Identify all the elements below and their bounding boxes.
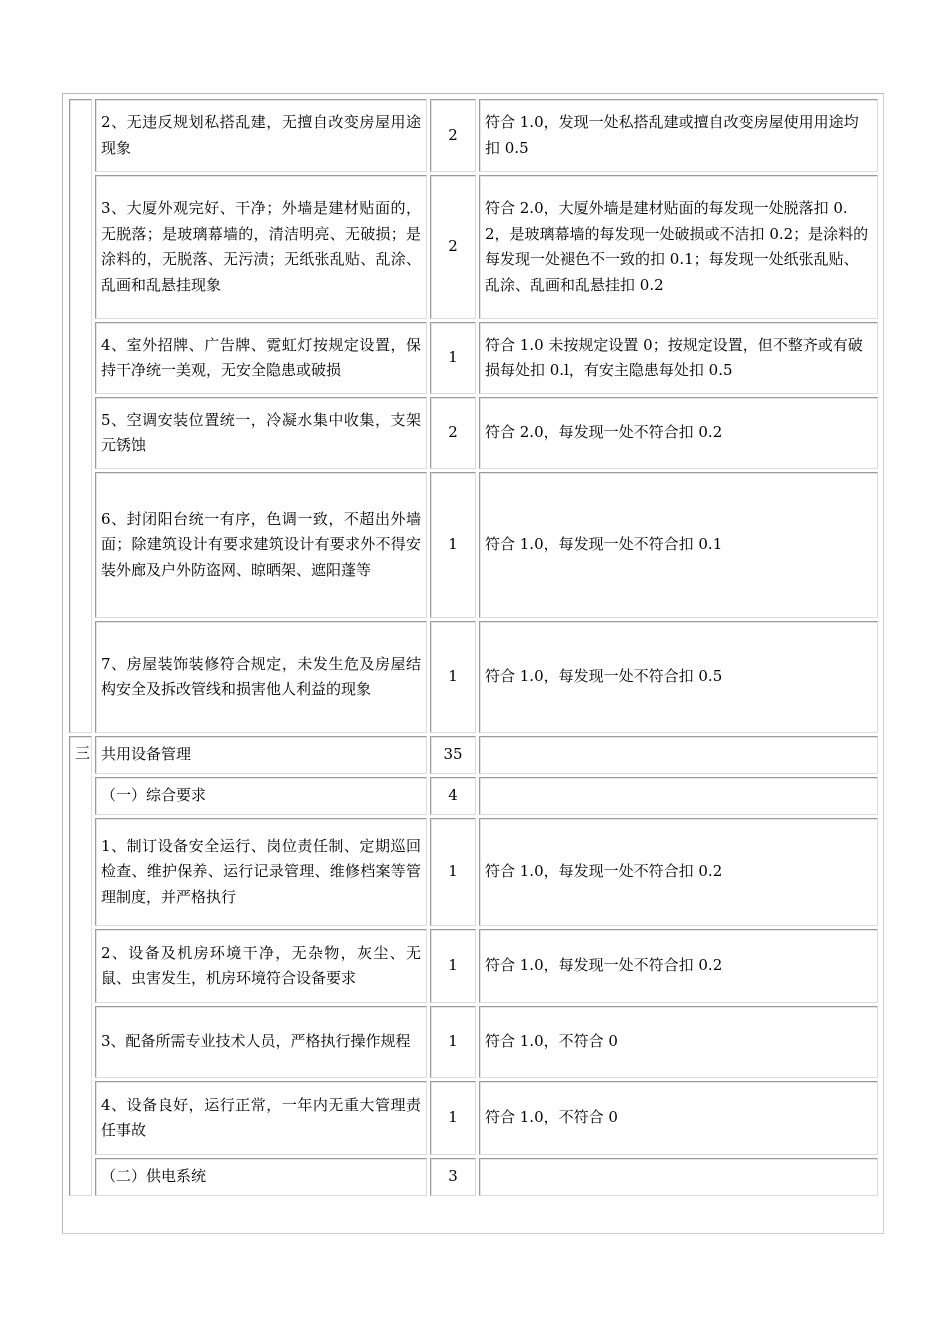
score-cell: 1 — [430, 818, 476, 926]
item-cell: 5、空调安装位置统一，冷凝水集中收集，支架元锈蚀 — [95, 397, 427, 469]
standard-cell: 符合 2.0，大厦外墙是建材贴面的每发现一处脱落扣 0.2，是玻璃幕墙的每发现一处破损或不洁扣 0.2；是涂料的每发现一处褪色不一致的扣 0.1；每发现一处纸张乱贴、乱涂、乱画和乱悬挂扣 0.2 — [479, 175, 878, 319]
score-cell: 1 — [430, 929, 476, 1003]
standard-cell: 符合 1.0 未按规定设置 0；按规定设置，但不整齐或有破损每处扣 0.l，有安主隐患每处扣 0.5 — [479, 322, 878, 394]
score-cell: 35 — [430, 736, 476, 774]
standard-cell: 符合 1.0，每发现一处不符合扣 0.2 — [479, 818, 878, 926]
score-cell: 1 — [430, 472, 476, 618]
standard-cell: 符合 1.0，不符合 0 — [479, 1081, 878, 1155]
score-cell: 1 — [430, 621, 476, 733]
standard-cell — [479, 1158, 878, 1196]
standard-cell: 符合 1.0，发现一处私搭乱建或擅自改变房屋使用用途均扣 0.5 — [479, 99, 878, 172]
section-title-cell: 共用设备管理 — [95, 736, 427, 774]
standard-cell — [479, 777, 878, 815]
score-cell: 2 — [430, 397, 476, 469]
standard-cell — [479, 736, 878, 774]
score-cell: 4 — [430, 777, 476, 815]
item-cell: 4、室外招牌、广告牌、霓虹灯按规定设置，保持干净统一美观，无安全隐患或破损 — [95, 322, 427, 394]
table-row — [69, 175, 878, 319]
subsection-title-cell: （二）供电系统 — [95, 1158, 427, 1196]
item-cell: 2、无违反规划私搭乱建，无擅自改变房屋用途现象 — [95, 99, 427, 172]
table-row — [69, 397, 878, 469]
item-cell: 3、大厦外观完好、干净；外墙是建材贴面的，无脱落；是玻璃幕墙的，清洁明亮、无破损；是涂料的，无脱落、无污渍；无纸张乱贴、乱涂、乱画和乱悬挂现象 — [95, 175, 427, 319]
table-row — [69, 1006, 878, 1078]
section-index-cell — [69, 99, 92, 733]
standard-cell: 符合 1.0，每发现一处不符合扣 0.5 — [479, 621, 878, 733]
standard-cell: 符合 1.0，每发现一处不符合扣 0.2 — [479, 929, 878, 1003]
table-row — [69, 472, 878, 618]
section-row — [69, 736, 878, 774]
score-cell: 1 — [430, 322, 476, 394]
table-row — [69, 322, 878, 394]
subsection-title-cell: （一）综合要求 — [95, 777, 427, 815]
table-row — [69, 1081, 878, 1155]
subsection-row — [69, 1158, 878, 1196]
standard-cell: 符合 1.0，不符合 0 — [479, 1006, 878, 1078]
score-cell: 2 — [430, 175, 476, 319]
item-cell: 6、封闭阳台统一有序，色调一致，不超出外墙面；除建筑设计有要求建筑设计有要求外不得安装外廊及户外防盗网、晾晒架、遮阳蓬等 — [95, 472, 427, 618]
table-row — [69, 818, 878, 926]
subsection-row — [69, 777, 878, 815]
score-cell: 1 — [430, 1006, 476, 1078]
item-cell: 2、设备及机房环境干净，无杂物，灰尘、无鼠、虫害发生，机房环境符合设备要求 — [95, 929, 427, 1003]
item-cell: 7、房屋装饰装修符合规定，未发生危及房屋结构安全及拆改管线和损害他人利益的现象 — [95, 621, 427, 733]
assessment-table — [66, 96, 881, 1199]
table-row — [69, 621, 878, 733]
table-row — [69, 99, 878, 172]
score-cell: 2 — [430, 99, 476, 172]
item-cell: 4、设备良好，运行正常，一年内无重大管理责任事故 — [95, 1081, 427, 1155]
score-cell: 3 — [430, 1158, 476, 1196]
section-index-cell: 三 — [69, 736, 92, 1196]
standard-cell: 符合 1.0，每发现一处不符合扣 0.1 — [479, 472, 878, 618]
table-row — [69, 929, 878, 1003]
standard-cell: 符合 2.0，每发现一处不符合扣 0.2 — [479, 397, 878, 469]
item-cell: 1、制订设备安全运行、岗位责任制、定期巡回检查、维护保养、运行记录管理、维修档案等管理制度，并严格执行 — [95, 818, 427, 926]
item-cell: 3、配备所需专业技术人员，严格执行操作规程 — [95, 1006, 427, 1078]
score-cell: 1 — [430, 1081, 476, 1155]
